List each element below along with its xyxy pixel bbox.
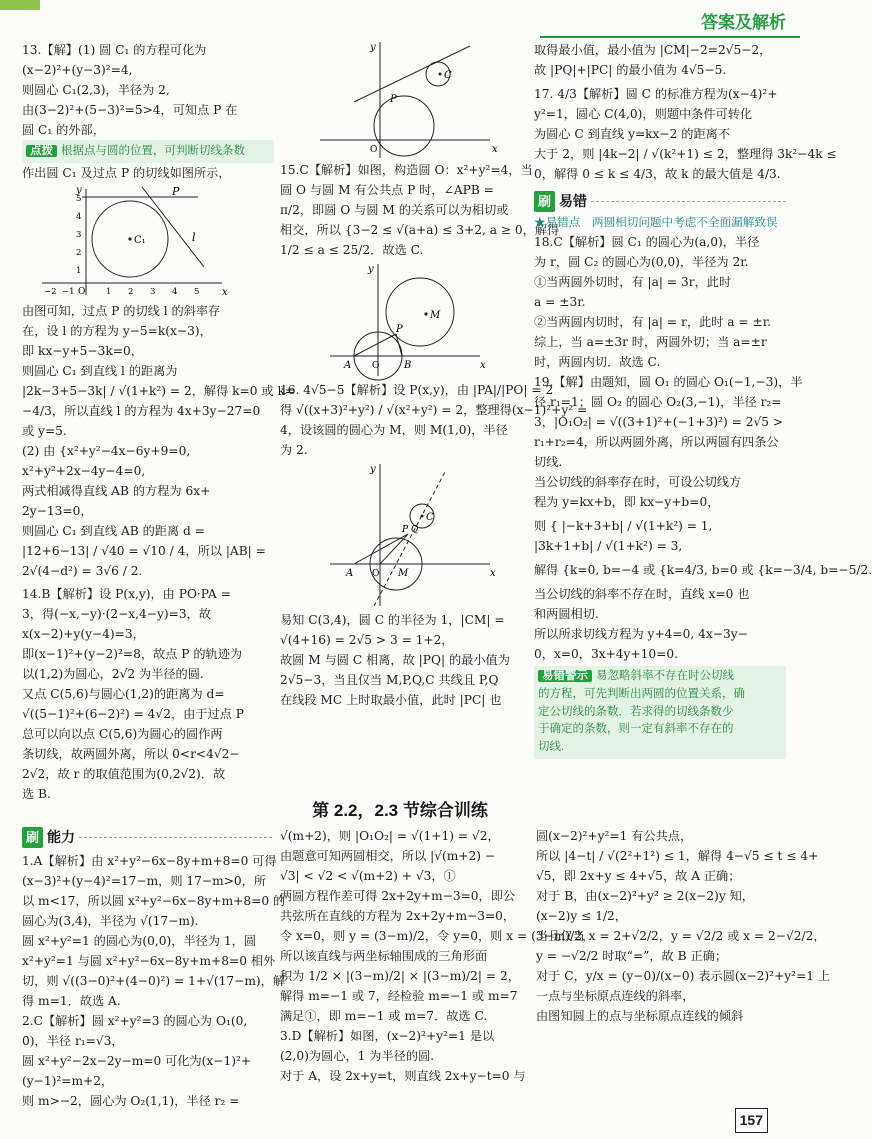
fig13-tick: 5: [76, 193, 82, 204]
tip-text: 根据点与圆的位置，可判断切线条数: [61, 145, 245, 157]
q16-line: 为 2.: [280, 443, 308, 457]
q15-line: π/2，即圆 O 与圆 M 的关系可以为相切或: [280, 203, 509, 217]
fig13-tick: 4: [172, 286, 178, 297]
q16-line: 得 √((x+3)²+y²) / √(x²+y²) = 2，整理得(x−1)²+y² =: [280, 403, 588, 417]
q16-line: √(4+16) = 2√5 > 3 = 1+2，: [280, 633, 454, 647]
q14-line: 又点 C(5,6)与圆心(1,2)的距离为 d=: [22, 686, 225, 701]
fig13-y-label: y: [76, 184, 82, 196]
q17-line: 为圆心 C 到直线 y=kx−2 的距离不: [534, 127, 731, 141]
page-number: 157: [735, 1108, 768, 1133]
b2-line: 由题意可知两圆相交，所以 |√(m+2) −: [280, 849, 496, 863]
q13-line: 2y−13=0，: [22, 503, 93, 518]
q15-line: 相交，所以 {3−2 ≤ √(a+a) ≤ 3+2, a ≥ 0，解得: [280, 223, 560, 237]
q13-line: 2√(4−d²) = 3√6 / 2.: [22, 563, 143, 578]
warn-line: 的方程，可先判断出两圆的位置关系，确: [538, 687, 745, 700]
q13-line: (x−2)²+(y−3)²=4,: [22, 63, 133, 77]
b2-line: 满足①，即 m=−1 或 m=7．故选 C.: [280, 1009, 488, 1023]
q14-line: 总可以向以点 C(5,6)为圆心的圆作两: [22, 726, 223, 741]
yicuo-title: 易错: [559, 193, 588, 209]
q13-line: x²+y²+2x−4y−4=0,: [22, 463, 146, 478]
b2-line: 令 x=0，则 y = (3−m)/2，令 y=0，则 x = (3−m)/2，: [280, 929, 595, 943]
b2-line: √(m+2)，则 |O₁O₂| = √(1+1) = √2，: [280, 829, 500, 843]
fig15b-b-label: B: [404, 360, 412, 371]
b3-line: 当且仅当 x = 2+√2/2，y = √2/2 或 x = 2−√2/2，: [536, 929, 826, 943]
warn-line: 切线.: [538, 741, 565, 754]
q13-line: 则圆心 C₁(2,3)，半径为 2,: [22, 83, 170, 97]
fig13-origin: O: [78, 286, 86, 297]
fig13-p-label: P: [172, 184, 180, 198]
tip-badge: 点拨: [26, 145, 57, 157]
q18-line: 18.C【解析】圆 C₁ 的圆心为(a,0)，半径: [534, 234, 760, 249]
fig13-tick: −1: [62, 286, 75, 297]
fig16-m-label: M: [398, 568, 409, 579]
figure-15-circle-tangent: [280, 40, 528, 160]
q19-line: r₁+r₂=4，所以两圆外离，所以两圆有四条公: [534, 434, 779, 449]
b1-line: 得 m=1．故选 A.: [22, 993, 121, 1008]
q14-line: 以(1,2)为圆心，2√2 为半径的圆.: [22, 666, 204, 681]
q16-line: 在线段 MC 上时取最小值，此时 |PC| 也: [280, 693, 502, 707]
q19-line: 解得 {k=0, b=−4 或 {k=4/3, b=0 或 {k=−3/4, b=−5/2.: [534, 562, 872, 577]
b1-line: 切，则 √((3−0)²+(4−0)²) = 1+√(17−m)，解: [22, 973, 286, 988]
q18-line: 综上，当 a=±3r 时，两圆外切；当 a=±r: [534, 334, 767, 349]
warn-box: [534, 666, 786, 759]
b2-line: (2,0)为圆心，1 为半径的圆.: [280, 1049, 435, 1063]
b3-line: 对于 B，由(x−2)²+y² ≥ 2(x−2)y 知，: [536, 889, 754, 903]
q18-line: ①当两圆外切时，有 |a| = 3r，此时: [534, 274, 732, 289]
q18-line: a = ±3r.: [534, 294, 586, 309]
q15-line: 1/2 ≤ a ≤ 25/2．故选 C.: [280, 243, 424, 257]
q17-line: 0，解得 0 ≤ k ≤ 4/3，故 k 的最大值是 4/3.: [534, 167, 781, 181]
nengli-rule: [79, 837, 272, 838]
b1-line: 2.C【解析】圆 x²+y²=3 的圆心为 O₁(0,: [22, 1013, 248, 1028]
q13-line: 圆 C₁ 的外部，: [22, 123, 105, 137]
b1-line: (x−3)²+(y−4)²=17−m，则 17−m>0，所: [22, 873, 267, 888]
fig15a-origin: O: [370, 145, 378, 155]
b3-line: 由图知圆上的点与坐标原点连线的倾斜: [536, 1009, 744, 1023]
bottom-column-3: [536, 826, 831, 1102]
q16-line: 易知 C(3,4)，圆 C 的半径为 1，|CM| =: [280, 613, 505, 627]
b3-line: 一点与坐标原点连线的斜率，: [536, 989, 695, 1003]
fig13-x-label: x: [222, 286, 228, 298]
q17-line: 大于 2，则 |4k−2| / √(k²+1) ≤ 2，整理得 3k²−4k ≤: [534, 147, 837, 161]
b2-line: 解得 m=−1 或 7，经检验 m=−1 或 m=7: [280, 989, 518, 1003]
fig16-pq-label: P Q: [402, 525, 419, 535]
q13-line: 或 y=5.: [22, 423, 67, 438]
q13-line: 13.【解】(1) 圆 C₁ 的方程可化为: [22, 43, 207, 57]
q14-line: x(x−2)+y(y−4)=3，: [22, 626, 145, 641]
q13-line: 则圆心 C₁ 到直线 l 的距离为: [22, 363, 178, 378]
q16-line: 故圆 M 与圆 C 相离，故 |PQ| 的最小值为: [280, 653, 510, 667]
column-1: [22, 40, 296, 801]
b1-line: 圆 x²+y²−2x−2y−m=0 可化为(x−1)²+: [22, 1053, 252, 1068]
fig16-a-label: A: [346, 568, 354, 579]
yicuo-point: ★易错点 两圆相切问题中考虑不全面漏解致误: [534, 215, 778, 229]
warn-badge: 易错警示: [538, 670, 592, 682]
q19-line: 程为 y=kx+b，即 kx−y+b=0，: [534, 494, 720, 509]
yicuo-rule: [591, 201, 786, 202]
q17-line: y²=1，圆心 C(4,0)，则题中条件可转化: [534, 107, 753, 121]
q19-line: 3，|O₁O₂| = √((3+1)²+(−1+3)²) = 2√5 >: [534, 414, 784, 429]
fig16-origin: O: [372, 569, 380, 579]
header-rule: [540, 36, 800, 38]
q14-line: 条切线，故两圆外离，所以 0<r<4√2−: [22, 746, 240, 761]
b2-line: 两圆方程作差可得 2x+2y+m−3=0，即公: [280, 889, 516, 903]
fig13-tick: 4: [76, 211, 82, 222]
section-title: 第 2.2，2.3 节综合训练: [312, 801, 488, 820]
fig13-tick: 3: [150, 286, 156, 297]
fig13-tick: 2: [76, 247, 82, 258]
q14-line: 2√2，故 r 的取值范围为(0,2√2)．故: [22, 766, 226, 781]
fig15b-origin: O: [372, 361, 380, 371]
fig13-tick: 2: [128, 286, 134, 297]
b3-line: y = −√2/2 时取“=”，故 B 正确；: [536, 949, 728, 963]
b2-line: 3.D【解析】如图，(x−2)²+y²=1 是以: [280, 1029, 495, 1043]
b1-line: x²+y²=1 与圆 x²+y²−6x−8y+m+8=0 相外: [22, 953, 276, 968]
yicuo-badge: 刷: [534, 191, 555, 212]
fig15b-p-label: P: [396, 324, 403, 335]
q16-cont-line: 故 |PQ|+|PC| 的最小值为 4√5−5.: [534, 63, 727, 77]
q19-line: 当公切线的斜率存在时，可设公切线方: [534, 474, 742, 489]
b1-line: 圆心为(3,4)，半径为 √(17−m).: [22, 913, 199, 928]
b3-line: √5，即 2x+y ≤ 4+√5，故 A 正确；: [536, 869, 741, 883]
warn-line: 易忽略斜率不存在时公切线: [596, 669, 734, 682]
q13-line: 在，设 l 的方程为 y−5=k(x−3)，: [22, 323, 212, 338]
b2-line: 积为 1/2 × |(3−m)/2| × |(3−m)/2| = 2，: [280, 969, 520, 983]
q19-line: 和两圆相切.: [534, 606, 599, 621]
figure-15-circles: [280, 260, 528, 380]
fig13-l-label: l: [192, 230, 196, 244]
b3-line: 圆(x−2)²+y²=1 有公共点，: [536, 829, 693, 843]
q13-line: |2k−3+5−3k| / √(1+k²) = 2，解得 k=0 或 k=: [22, 383, 296, 398]
q13-line: 作出圆 C₁ 及过点 P 的切线如图所示，: [22, 165, 231, 180]
q16-line: 16. 4√5−5【解析】设 P(x,y)，由 |PA|/|PO| = 2: [280, 383, 554, 397]
q16-cont-line: 取得最小值，最小值为 |CM|−2=2√5−2，: [534, 43, 772, 57]
b3-line: (x−2)y ≤ 1/2，: [536, 909, 627, 923]
fig15b-a-label: A: [344, 360, 352, 371]
bottom-column-1: [22, 826, 286, 1116]
nengli-badge: 刷: [22, 827, 43, 848]
fig15a-p-label: P: [390, 94, 397, 105]
fig13-tick: 3: [76, 229, 82, 240]
q13-line: (2) 由 {x²+y²−4x−6y+9=0,: [22, 443, 191, 458]
fig15a-y-label: y: [370, 42, 376, 53]
fig16-c-label: C: [426, 512, 434, 523]
q13-line: 则圆心 C₁ 到直线 AB 的距离 d =: [22, 523, 205, 538]
q19-line: 0，x=0，3x+4y+10=0.: [534, 646, 679, 661]
fig15b-y-label: y: [368, 264, 374, 275]
q16-line: 2√5−3，当且仅当 M,P,Q,C 共线且 P,Q: [280, 673, 499, 687]
q19-line: 当公切线的斜率不存在时，直线 x=0 也: [534, 586, 750, 601]
q14-line: 3，得(−x,−y)·(2−x,4−y)=3，故: [22, 606, 211, 621]
q14-line: 选 B.: [22, 786, 51, 801]
q19-line: 所以所求切线方程为 y+4=0, 4x−3y−: [534, 626, 748, 641]
b2-line: 对于 A，设 2x+y=t，则直线 2x+y−t=0 与: [280, 1069, 526, 1083]
nengli-header: [22, 826, 272, 849]
tip-box: [22, 140, 274, 163]
corner-tab: [0, 0, 40, 10]
q19-line: |3k+1+b| / √(1+k²) = 3,: [534, 538, 683, 553]
q14-line: √((5−1)²+(6−2)²) = 4√2，由于过点 P: [22, 706, 244, 721]
q16-line: 4，设该圆的圆心为 M，则 M(1,0)，半径: [280, 423, 508, 437]
fig16-x-label: x: [490, 568, 496, 579]
q13-line: 即 kx−y+5−3k=0，: [22, 343, 143, 358]
header-title: 答案及解析: [701, 13, 786, 32]
fig13-c1-label: C₁: [134, 234, 146, 246]
q13-line: |12+6−13| / √40 = √10 / 4，所以 |AB| =: [22, 543, 266, 558]
fig13-tick: 1: [76, 265, 82, 276]
fig16-y-label: y: [370, 464, 376, 475]
q18-line: ②当两圆内切时，有 |a| = r，此时 a = ±r.: [534, 314, 772, 329]
fig13-tick: −2: [44, 286, 57, 297]
b1-line: 圆 x²+y²=1 的圆心为(0,0)，半径为 1，圆: [22, 933, 257, 948]
warn-line: 于确定的条数，则一定有斜率不存在的: [538, 723, 734, 736]
fig13-tick: 5: [194, 286, 200, 297]
b1-line: 则 m>−2，圆心为 O₂(1,1)，半径 r₂ =: [22, 1093, 240, 1108]
q15-line: 圆 O 与圆 M 有公共点 P 时，∠APB =: [280, 183, 494, 197]
fig15a-x-label: x: [492, 144, 498, 155]
b1-line: 以 m<17，所以圆 x²+y²−6x−8y+m+8=0 的: [22, 893, 286, 908]
b2-line: √3| < √2 < √(m+2) + √3，①: [280, 869, 456, 883]
b1-line: 1.A【解析】由 x²+y²−6x−8y+m+8=0 可得: [22, 853, 277, 868]
q13-line: −4/3，所以直线 l 的方程为 4x+3y−27=0: [22, 403, 261, 418]
figure-16-circles: [280, 460, 528, 610]
q13-line: 两式相减得直线 AB 的方程为 6x+: [22, 483, 211, 498]
b1-line: 0)，半径 r₁=√3，: [22, 1033, 124, 1048]
nengli-title: 能力: [47, 829, 76, 845]
q19-line: 径 r₁=1；圆 O₂ 的圆心 O₂(3,−1)，半径 r₂=: [534, 394, 782, 409]
q15-line: 15.C【解析】如图，构造圆 O：x²+y²=4，当: [280, 163, 533, 177]
fig15b-m-label: M: [430, 310, 441, 321]
b1-line: (y−1)²=m+2，: [22, 1073, 114, 1088]
b2-line: 所以该直线与两坐标轴围成的三角形面: [280, 949, 488, 963]
q18-line: 时，两圆内切．故选 C.: [534, 354, 661, 369]
q17-line: 17. 4/3【解析】圆 C 的标准方程为(x−4)²+: [534, 87, 778, 101]
q19-line: 切线.: [534, 454, 563, 469]
warn-line: 定公切线的条数．若求得的切线条数少: [538, 705, 734, 718]
b3-line: 所以 |4−t| / √(2²+1²) ≤ 1，解得 4−√5 ≤ t ≤ 4+: [536, 849, 819, 863]
yicuo-header: [534, 190, 786, 213]
q13-line: 由(3−2)²+(5−3)²=5>4，可知点 P 在: [22, 103, 238, 117]
q19-line: 则 { |−k+3+b| / √(1+k²) = 1,: [534, 518, 713, 533]
fig15b-x-label: x: [480, 360, 486, 371]
fig15a-c-label: C: [444, 70, 452, 81]
column-3: [534, 40, 872, 796]
q19-line: 19.【解】由题知，圆 O₁ 的圆心 O₁(−1,−3)，半: [534, 374, 803, 389]
q13-line: 由图可知，过点 P 的切线 l 的斜率存: [22, 303, 221, 318]
fig13-tick: 1: [106, 286, 112, 297]
b3-line: 对于 C，y/x = (y−0)/(x−0) 表示圆(x−2)²+y²=1 上: [536, 969, 831, 983]
q18-line: 为 r，圆 C₂ 的圆心为(0,0)，半径为 2r.: [534, 254, 749, 269]
q14-line: 14.B【解析】设 P(x,y)，由 PO·PA =: [22, 586, 231, 601]
figure-13-tangent: [22, 183, 274, 301]
q14-line: 即(x−1)²+(y−2)²=8，故点 P 的轨迹为: [22, 646, 243, 661]
b2-line: 共弦所在直线的方程为 2x+2y+m−3=0，: [280, 909, 516, 923]
